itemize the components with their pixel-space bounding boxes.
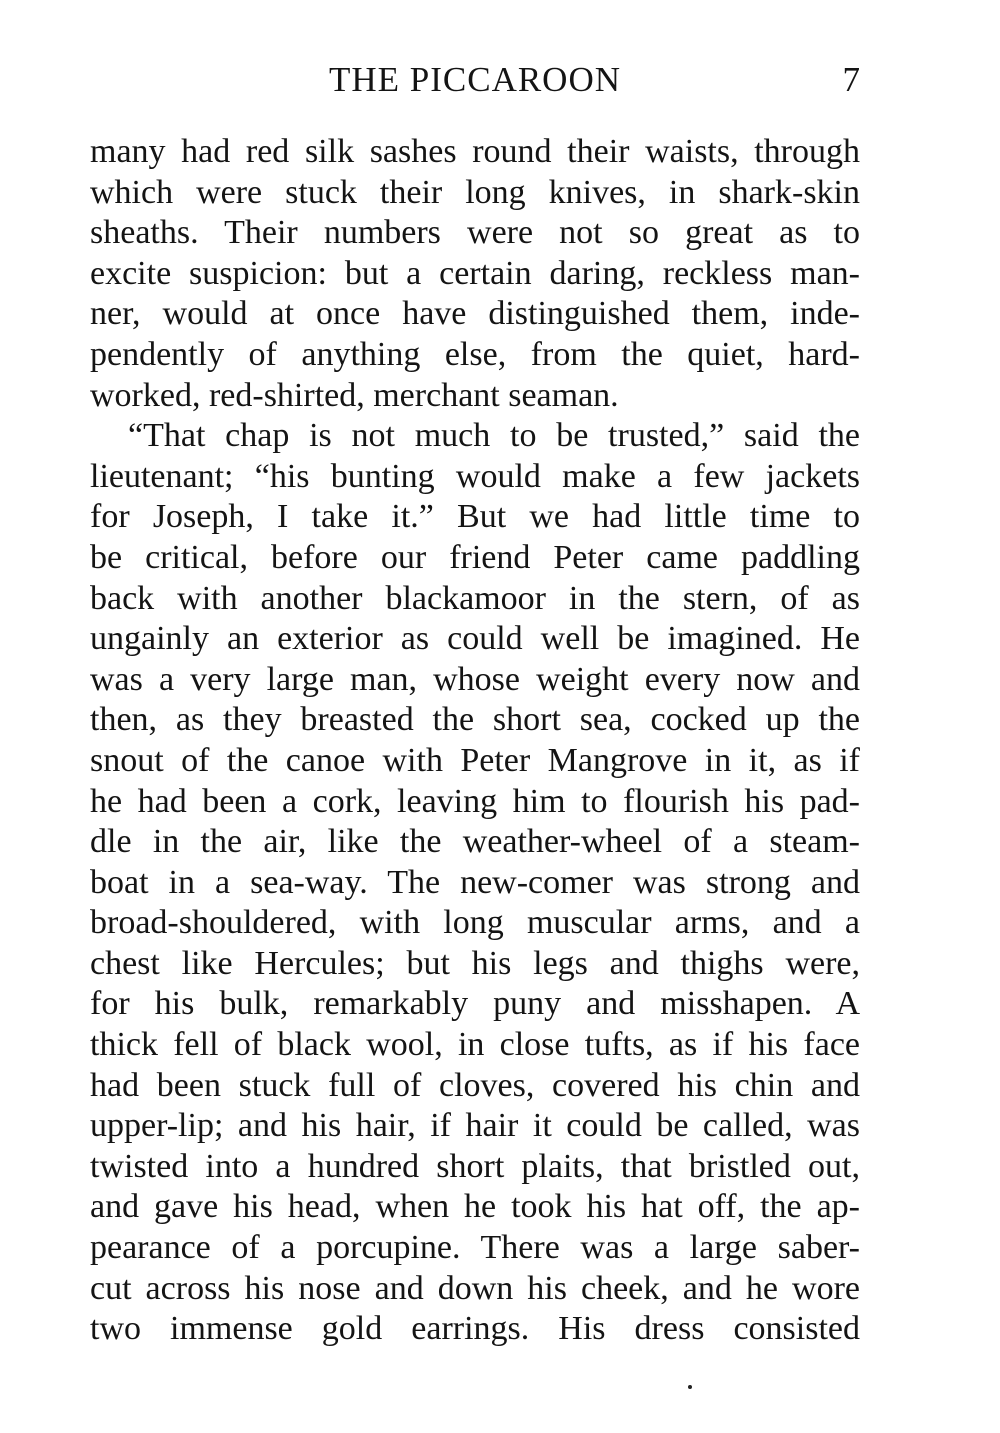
text-line: which were stuck their long knives, in shark-skin [90,173,860,211]
text-line: and gave his head, when he took his hat off, the ap- [90,1188,860,1226]
text-line: he had been a cork, leaving him to flourish his pad- [90,782,860,820]
text-line: upper-lip; and his hair, if hair it could be called, was [90,1107,860,1145]
running-head [90,58,860,102]
text-line: two immense gold earrings. His dress consisted [90,1310,860,1348]
text-line: snout of the canoe with Peter Mangrove in it, as if [90,741,860,779]
text-line: pendently of anything else, from the quiet, hard- [90,335,860,373]
text-line: be critical, before our friend Peter came paddling [90,538,860,576]
text-line: then, as they breasted the short sea, cocked up the [90,701,860,739]
text-line: back with another blackamoor in the stern, of as [90,579,860,617]
text-line: excite suspicion: but a certain daring, reckless man- [90,254,860,292]
text-line: twisted into a hundred short plaits, that bristled out, [90,1147,860,1185]
text-line: dle in the air, like the weather-wheel of a steam- [90,823,860,861]
text-line: ungainly an exterior as could well be imagined. He [90,620,860,658]
text-line: pearance of a porcupine. There was a large saber- [90,1229,860,1267]
text-line: many had red silk sashes round their waists, through [90,133,860,170]
body-text [90,132,860,1350]
text-line: was a very large man, whose weight every now and [90,660,860,698]
text-line: lieutenant; “his bunting would make a few jackets [90,457,860,495]
text-line: had been stuck full of cloves, covered his chin and [90,1066,860,1104]
text-line: sheaths. Their numbers were not so great as to [90,214,860,252]
text-line: broad-shouldered, with long muscular arms, and a [90,904,860,942]
text-line: ner, would at once have distinguished them, inde- [90,295,860,333]
text-line: chest like Hercules; but his legs and thighs were, [90,944,860,982]
text-line: thick fell of black wool, in close tufts, as if his face [90,1026,860,1064]
text-line: for his bulk, remarkably puny and misshapen. A [90,985,860,1023]
page-number: 7 [842,60,860,99]
print-speck [688,1385,692,1389]
text-line: boat in a sea-way. The new-comer was strong and [90,863,860,901]
text-line: for Joseph, I take it.” But we had little time to [90,498,860,536]
paragraph-end-line: worked, red-shirted, merchant seaman. [90,376,619,414]
running-title: THE PICCAROON [328,60,622,99]
text-line: cut across his nose and down his cheek, and he wore [90,1269,860,1307]
paragraph-start-line: “That chap is not much to be trusted,” said the [128,417,860,455]
